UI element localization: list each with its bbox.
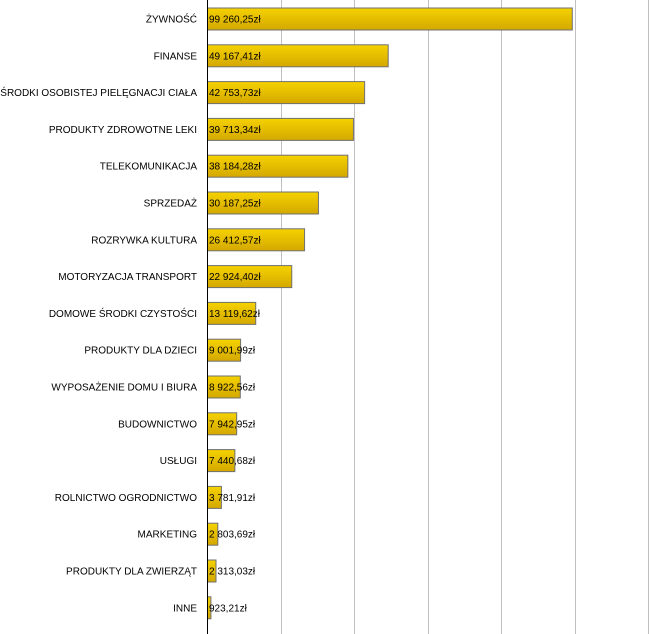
value-label: 99 260,25zł: [209, 14, 261, 26]
category-label: SPRZEDAŻ: [143, 198, 197, 210]
category-labels: [0, 13, 197, 615]
value-label: 49 167,41zł: [209, 51, 261, 63]
category-label: ŻYWNOŚĆ: [145, 14, 197, 26]
bar: [208, 8, 573, 30]
value-label: 38 184,28zł: [209, 161, 261, 173]
category-label: PRODUKTY DLA DZIECI: [84, 345, 197, 357]
category-label: WYPOSAŻENIE DOMU I BIURA: [51, 382, 197, 394]
value-label: 42 753,73zł: [209, 88, 261, 100]
value-label: 7 942,95zł: [209, 419, 256, 431]
category-label: TELEKOMUNIKACJA: [99, 161, 197, 173]
category-label: MARKETING: [137, 529, 197, 541]
value-label: 923,21zł: [209, 603, 247, 615]
value-label: 22 924,40zł: [209, 272, 261, 284]
category-label: BUDOWNICTWO: [118, 419, 197, 431]
bars: [208, 8, 573, 619]
category-label: PRODUKTY ZDROWOTNE LEKI: [48, 124, 197, 136]
category-label: PRODUKTY DLA ZWIERZĄT: [66, 566, 197, 578]
value-label: 26 412,57zł: [209, 235, 261, 247]
value-label: 39 713,34zł: [209, 124, 261, 136]
value-label: 2 313,03zł: [209, 566, 256, 578]
value-label: 2 803,69zł: [209, 529, 256, 541]
category-label: USŁUGI: [159, 456, 197, 468]
value-label: 3 781,91zł: [209, 492, 256, 504]
category-label: ŚRODKI OSOBISTEJ PIELĘGNACJI CIAŁA: [0, 88, 197, 100]
value-label: 13 119,62zł: [209, 308, 260, 320]
category-label: ROLNICTWO OGRODNICTWO: [54, 492, 197, 504]
value-label: 7 440,68zł: [209, 456, 256, 468]
value-label: 8 922,56zł: [209, 382, 256, 394]
category-label: DOMOWE ŚRODKI CZYSTOŚCI: [48, 308, 197, 320]
category-label: ROZRYWKA KULTURA: [91, 235, 197, 247]
value-label: 9 001,99zł: [209, 345, 256, 357]
category-label: INNE: [173, 603, 197, 615]
value-label: 30 187,25zł: [209, 198, 261, 210]
category-label: FINANSE: [153, 51, 197, 63]
category-label: MOTORYZACJA TRANSPORT: [58, 272, 197, 284]
